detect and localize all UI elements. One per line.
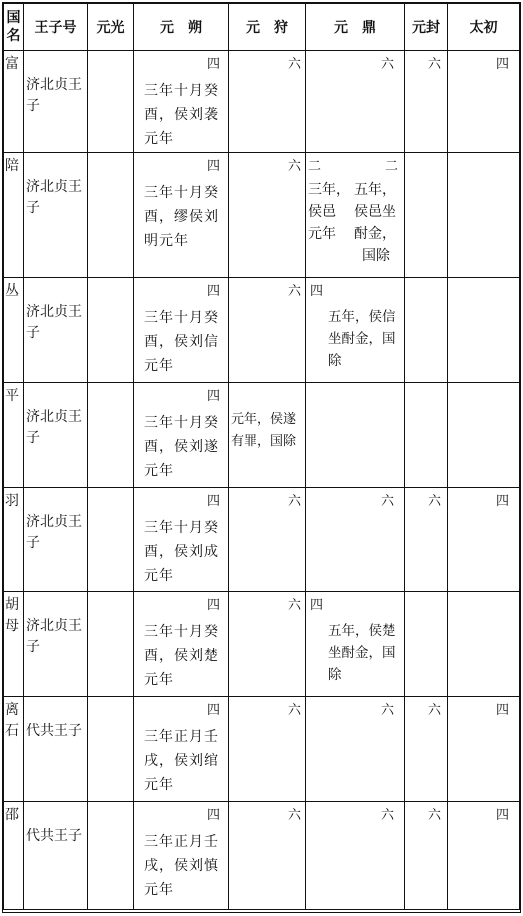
year-count: 四: [310, 598, 324, 613]
note-line: 酉，侯刘遂: [144, 439, 219, 455]
enfeoff-note: [134, 826, 228, 902]
prince-origin: 济北贞王子: [26, 77, 82, 114]
cell-shuo: [134, 592, 229, 697]
note-line: 五年，侯信: [328, 309, 396, 325]
state-name: 胡母: [5, 597, 19, 634]
cell-feng: [405, 592, 448, 697]
cell-origin: [24, 153, 88, 278]
year-count: 六: [380, 808, 394, 823]
header-yuanshou: 元 狩: [229, 3, 306, 51]
year-count: 四: [495, 57, 509, 72]
note-line: 元年: [144, 882, 174, 898]
cell-ding: [306, 697, 405, 802]
abolish-note: [229, 383, 305, 453]
prince-origin: 济北贞王子: [26, 618, 82, 655]
cell-shuo: [134, 51, 229, 153]
note-line: 三年十月癸: [144, 185, 219, 201]
cell-ding: [306, 802, 405, 910]
state-name: 陪: [5, 158, 19, 174]
year-count: 二: [308, 159, 322, 174]
prince-origin: 济北贞王子: [26, 409, 82, 446]
cell-ding: [306, 488, 405, 592]
year-count: 四: [310, 284, 324, 299]
cell-feng: [405, 51, 448, 153]
note-line: 三年正月壬: [144, 834, 219, 850]
prince-origin: 代共王子: [26, 723, 82, 739]
year-count: 四: [206, 598, 220, 613]
prince-origin: 济北贞王子: [26, 514, 82, 551]
note-line: 酎金，: [354, 226, 396, 242]
cell-feng: [405, 278, 448, 383]
note-line: 坐酎金，国: [328, 331, 396, 347]
note-line: 五年，侯楚: [328, 623, 396, 639]
enfeoff-note: [134, 616, 228, 692]
year-count: 四: [495, 808, 509, 823]
year-count: 六: [287, 494, 301, 509]
cell-name: [3, 153, 24, 278]
cell-origin: [24, 802, 88, 910]
cell-ding: [306, 51, 405, 153]
header-yuanding: 元 鼎: [306, 3, 405, 51]
cell-name: [3, 488, 24, 592]
cell-name: [3, 278, 24, 383]
state-name: 离石: [5, 702, 19, 739]
header-guoming-char2: 名: [6, 28, 21, 44]
note-line: 五年，: [354, 182, 396, 198]
cell-feng: [405, 153, 448, 278]
header-taichu: 太初: [448, 3, 520, 51]
note-line: 元年: [144, 777, 174, 793]
year-count: 六: [427, 808, 441, 823]
cell-name: [3, 697, 24, 802]
note-line: 除: [328, 353, 342, 369]
cell-feng: [405, 697, 448, 802]
note-line: 元年: [144, 358, 174, 374]
year-count: 四: [206, 284, 220, 299]
year-count: 六: [427, 703, 441, 718]
cell-guang: [88, 697, 134, 802]
note-line: 酉，侯刘成: [144, 544, 219, 560]
cell-guang: [88, 278, 134, 383]
year-count: 六: [287, 57, 301, 72]
cell-feng: [405, 802, 448, 910]
cell-chu: [448, 488, 520, 592]
cell-chu: [448, 802, 520, 910]
note-line: 坐酎金，国: [328, 645, 396, 661]
note-line: 三年十月癸: [144, 83, 219, 99]
note-line: 元年: [144, 131, 174, 147]
cell-chu: [448, 383, 520, 488]
cell-shuo: [134, 488, 229, 592]
note-line: 元年: [144, 463, 174, 479]
cell-chu: [448, 278, 520, 383]
cell-guang: [88, 153, 134, 278]
cell-guang: [88, 51, 134, 153]
cell-origin: [24, 697, 88, 802]
year-count: 四: [206, 57, 220, 72]
state-name: 平: [5, 388, 19, 404]
cell-chu: [448, 697, 520, 802]
enfeoff-note: [134, 302, 228, 378]
prince-origin: 济北贞王子: [26, 304, 82, 341]
cell-name: [3, 51, 24, 153]
state-name: 邵: [5, 807, 19, 823]
note-line: 三年正月壬: [144, 729, 219, 745]
cell-chu: [448, 51, 520, 153]
header-yuanguang: 元光: [88, 3, 134, 51]
note-line: 酉，缪侯刘: [144, 209, 219, 225]
cell-shou: [229, 278, 306, 383]
year-count: 六: [427, 494, 441, 509]
prince-origin: 济北贞王子: [26, 179, 82, 216]
note-col-right: [354, 179, 396, 267]
cell-ding: [306, 592, 405, 697]
year-count: 六: [287, 808, 301, 823]
enfeoff-note: [134, 75, 228, 151]
cell-shuo: [134, 278, 229, 383]
enfeoff-note: [134, 512, 228, 588]
enfeoff-note: [134, 177, 228, 253]
note-line: 除: [328, 667, 342, 683]
header-yuanshuo: 元 朔: [134, 3, 229, 51]
note-line: 明元年: [144, 233, 189, 249]
cell-origin: [24, 278, 88, 383]
split-note: [306, 177, 404, 267]
year-count: 四: [495, 494, 509, 509]
cell-origin: [24, 383, 88, 488]
cell-name: [3, 592, 24, 697]
cell-shou: [229, 488, 306, 592]
cell-shuo: [134, 153, 229, 278]
header-guoming-char1: 国: [6, 10, 21, 26]
note-line: 戌，侯刘慎: [144, 858, 219, 874]
cell-ding: [306, 278, 405, 383]
year-count: 六: [380, 57, 394, 72]
note-line: 侯邑坐: [354, 204, 396, 220]
year-count: 六: [287, 159, 301, 174]
cell-chu: [448, 592, 520, 697]
header-yuanfeng: 元封: [405, 3, 448, 51]
year-count: 四: [206, 808, 220, 823]
note-line: 三年十月癸: [144, 624, 219, 640]
cell-shou: [229, 383, 306, 488]
year-count: 四: [206, 703, 220, 718]
year-count: 六: [380, 703, 394, 718]
year-count: 四: [206, 389, 220, 404]
state-name: 羽: [5, 493, 19, 509]
cell-shuo: [134, 802, 229, 910]
prince-origin: 代共王子: [26, 828, 82, 844]
cell-guang: [88, 488, 134, 592]
state-name: 富: [5, 56, 19, 72]
note-line: 侯邑: [308, 204, 336, 220]
cell-ding: [306, 153, 405, 278]
year-count: 二: [384, 159, 398, 174]
note-line: 有罪，国除: [231, 434, 297, 449]
cell-origin: [24, 488, 88, 592]
cell-feng: [405, 383, 448, 488]
abolish-note: [306, 616, 404, 686]
state-name: 丛: [5, 283, 19, 299]
year-count: 六: [287, 598, 301, 613]
cell-shou: [229, 697, 306, 802]
note-line: 元年: [144, 568, 174, 584]
cell-shou: [229, 51, 306, 153]
note-line: 戌，侯刘绾: [144, 753, 219, 769]
cell-origin: [24, 51, 88, 153]
note-line: 三年，: [308, 182, 350, 198]
cell-shou: [229, 592, 306, 697]
year-count: 四: [495, 703, 509, 718]
cell-feng: [405, 488, 448, 592]
cell-name: [3, 383, 24, 488]
note-line: 三年十月癸: [144, 310, 219, 326]
year-count-pair: [306, 153, 404, 177]
cell-shuo: [134, 383, 229, 488]
cell-name: [3, 802, 24, 910]
header-guoming: [3, 3, 24, 51]
note-line: 酉，侯刘楚: [144, 648, 219, 664]
note-line: 三年十月癸: [144, 520, 219, 536]
enfeoff-note: [134, 721, 228, 797]
note-line: 国除: [362, 248, 390, 264]
note-line: 酉，侯刘袭: [144, 107, 219, 123]
cell-shuo: [134, 697, 229, 802]
note-line: 元年，侯遂: [231, 412, 297, 427]
cell-guang: [88, 592, 134, 697]
year-count: 四: [206, 494, 220, 509]
note-line: 元年: [144, 672, 174, 688]
cell-shou: [229, 153, 306, 278]
note-line: 三年十月癸: [144, 415, 219, 431]
cell-chu: [448, 153, 520, 278]
cell-ding: [306, 383, 405, 488]
year-count: 六: [287, 284, 301, 299]
enfeoff-note: [134, 407, 228, 483]
cell-guang: [88, 802, 134, 910]
year-count: 六: [287, 703, 301, 718]
note-col-left: [308, 179, 350, 267]
note-line: 元年: [308, 226, 336, 242]
year-count: 六: [427, 57, 441, 72]
header-wangzihao: 王子号: [24, 3, 88, 51]
cell-origin: [24, 592, 88, 697]
cell-guang: [88, 383, 134, 488]
year-count: 六: [380, 494, 394, 509]
note-line: 酉，侯刘信: [144, 334, 219, 350]
cell-shou: [229, 802, 306, 910]
abolish-note: [306, 302, 404, 372]
year-count: 四: [206, 159, 220, 174]
